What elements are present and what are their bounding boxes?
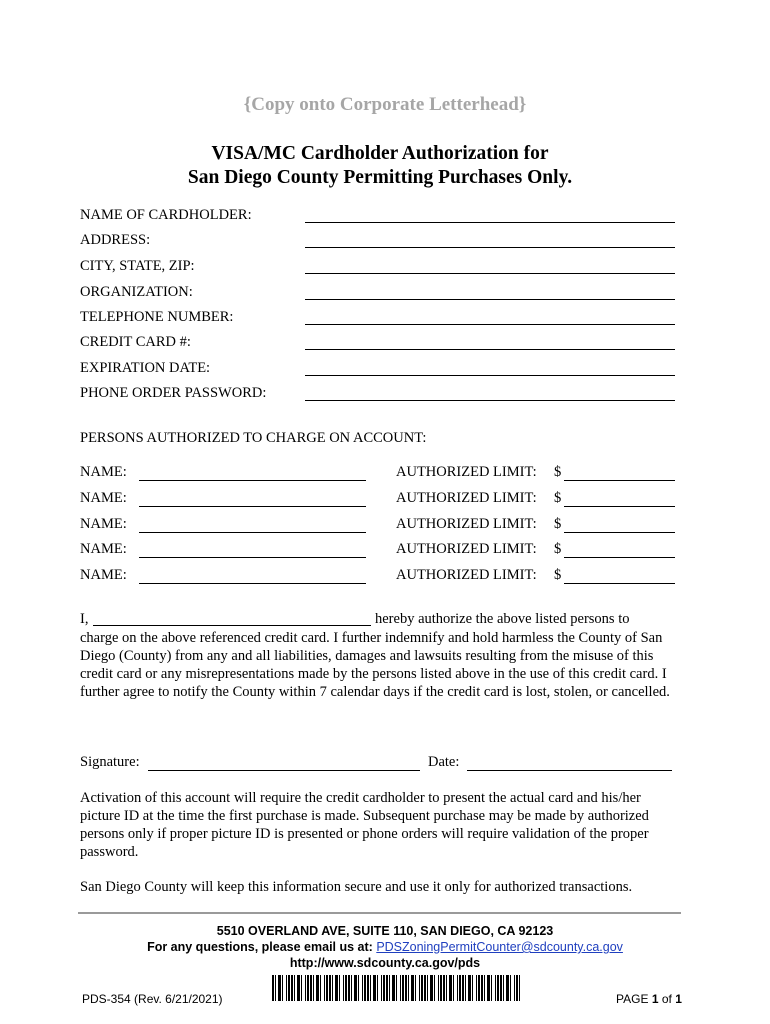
footer-website[interactable]: http://www.sdcounty.ca.gov/pds [289, 956, 481, 970]
authorized-limit-field[interactable] [564, 532, 675, 533]
authorization-body: charge on the above referenced credit card. I further indemnify and hold harmless the County of San Diego (County) from any and all liabilities, damages and lawsuits resulting from the misuse of this credit card or any misrepresentations made by the persons listed above in the use of this credit card. I further agree to notify the County within 7 calendar days if the credit card is lost, stolen, or cancelled. [80, 630, 670, 700]
authorized-limit-field[interactable] [564, 557, 675, 558]
date-field[interactable] [467, 770, 672, 771]
currency-sign: $ [554, 490, 562, 506]
form-title-line-1: VISA/MC Cardholder Authorization for [211, 143, 549, 164]
person-name-field[interactable] [139, 583, 366, 584]
address-label: ADDRESS: [80, 232, 151, 248]
person-name-label: NAME: [80, 567, 127, 583]
authorized-limit-label: AUTHORIZED LIMIT: [396, 541, 537, 557]
cardholder-name-label: NAME OF CARDHOLDER: [80, 207, 252, 223]
page-total: 1 [675, 992, 682, 1006]
authorized-limit-label: AUTHORIZED LIMIT: [396, 490, 537, 506]
signature-label: Signature: [80, 754, 140, 770]
person-name-label: NAME: [80, 516, 127, 532]
form-id: PDS-354 (Rev. 6/21/2021) [82, 992, 223, 1006]
currency-sign: $ [554, 516, 562, 532]
credit-card-label: CREDIT CARD #: [80, 334, 191, 350]
expiration-date-field[interactable] [305, 375, 675, 376]
address-field[interactable] [305, 247, 675, 248]
credit-card-field[interactable] [305, 349, 675, 350]
persons-heading: PERSONS AUTHORIZED TO CHARGE ON ACCOUNT: [80, 430, 427, 446]
footer-address: 5510 OVERLAND AVE, SUITE 110, SAN DIEGO, CA 92123 [216, 924, 554, 938]
city-state-zip-label: CITY, STATE, ZIP: [80, 258, 195, 274]
form-title-line-2: San Diego County Permitting Purchases Only. [187, 167, 573, 188]
security-statement: San Diego County will keep this information secure and use it only for authorized transactions. [80, 879, 633, 895]
authorized-limit-label: AUTHORIZED LIMIT: [396, 464, 537, 480]
person-name-label: NAME: [80, 464, 127, 480]
person-name-label: NAME: [80, 541, 127, 557]
page-of: of [661, 992, 672, 1006]
currency-sign: $ [554, 567, 562, 583]
person-name-field[interactable] [139, 557, 366, 558]
authorized-limit-field[interactable] [564, 583, 675, 584]
organization-field[interactable] [305, 299, 675, 300]
person-name-field[interactable] [139, 532, 366, 533]
footer-email-link[interactable]: PDSZoningPermitCounter@sdcounty.ca.gov [376, 940, 623, 954]
cardholder-name-field[interactable] [305, 222, 675, 223]
activation-paragraph: Activation of this account will require the credit cardholder to present the actual card and his/her picture ID at the time the first purchase is made. Subsequent purchase may be made by authorized persons only if proper picture ID is presented or phone orders will require validation of the proper password. [80, 790, 649, 860]
authorization-prefix: I, [80, 611, 89, 627]
telephone-label: TELEPHONE NUMBER: [80, 309, 234, 325]
authorized-limit-label: AUTHORIZED LIMIT: [396, 516, 537, 532]
organization-label: ORGANIZATION: [80, 284, 193, 300]
page-number [616, 992, 682, 1006]
city-state-zip-field[interactable] [305, 273, 675, 274]
currency-sign: $ [554, 541, 562, 557]
expiration-date-label: EXPIRATION DATE: [80, 360, 211, 376]
page-current: 1 [651, 992, 659, 1006]
person-name-field[interactable] [139, 506, 366, 507]
footer-divider [78, 912, 681, 914]
page-prefix: PAGE [616, 992, 649, 1006]
letterhead-note: {Copy onto Corporate Letterhead} [243, 94, 527, 115]
authorized-limit-field[interactable] [564, 506, 675, 507]
currency-sign: $ [554, 464, 562, 480]
footer-questions-label: For any questions, please email us at: [147, 940, 373, 954]
authorized-limit-field[interactable] [564, 480, 675, 481]
date-label: Date: [428, 754, 460, 770]
phone-password-field[interactable] [305, 400, 675, 401]
barcode-image [272, 975, 520, 1001]
footer-contact-line [0, 940, 770, 954]
authorized-limit-label: AUTHORIZED LIMIT: [396, 567, 537, 583]
telephone-field[interactable] [305, 324, 675, 325]
authorization-suffix: hereby authorize the above listed persons to [375, 611, 630, 627]
person-name-field[interactable] [139, 480, 366, 481]
person-name-label: NAME: [80, 490, 127, 506]
signature-field[interactable] [148, 770, 420, 771]
phone-password-label: PHONE ORDER PASSWORD: [80, 385, 267, 401]
authorizer-name-field[interactable] [93, 625, 371, 626]
